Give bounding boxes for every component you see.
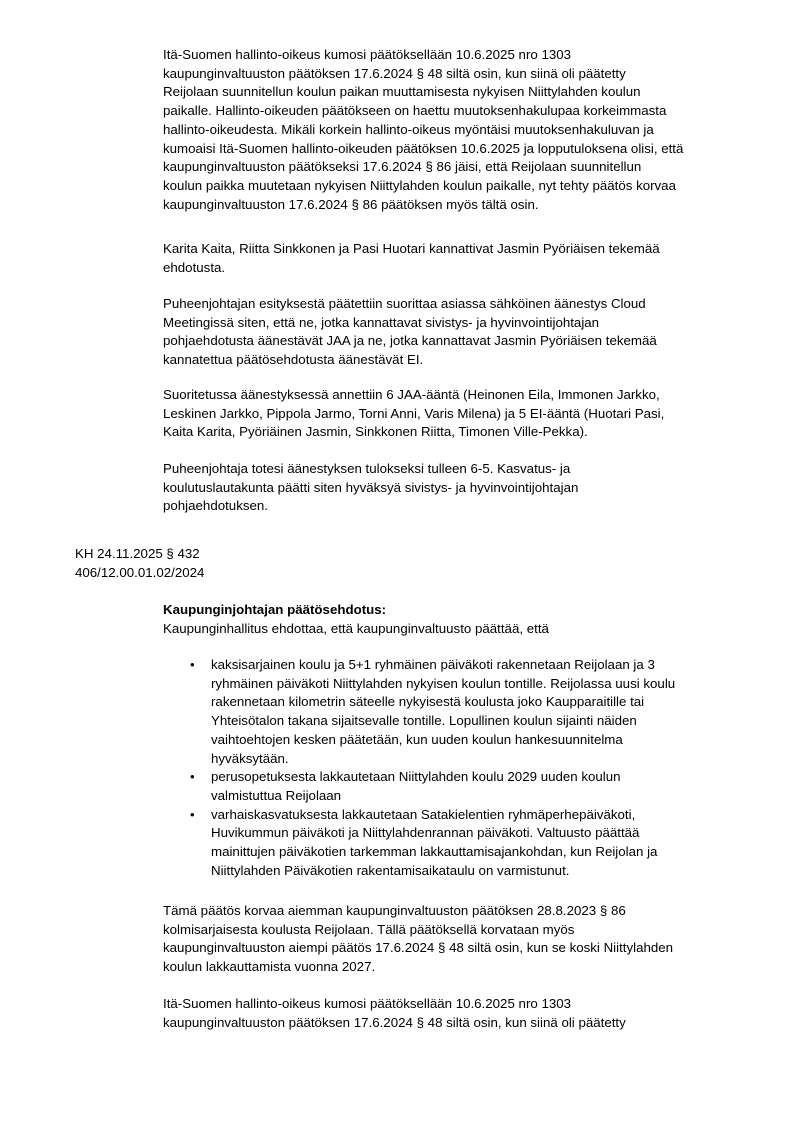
proposal-section [163, 601, 743, 638]
bullet-icon: • [190, 657, 195, 672]
text-line: koulun paikka muutetaan nykyisen Niittylahden koulun paikalle, nyt tehty päätös korvaa [163, 177, 676, 193]
text-line: kaupunginvaltuuston päätöksen 17.6.2024 § 48 siltä osin, kun siinä oli päätetty [163, 65, 626, 81]
proposal-heading: Kaupunginjohtajan päätösehdotus: [163, 602, 387, 617]
text-line: kannatettua päätösehdotusta äänestävät EI. [163, 352, 424, 368]
bullet-icon: • [190, 769, 195, 785]
list-item [163, 768, 743, 805]
text-line: Puheenjohtaja totesi äänestyksen tulokseksi tulleen 6-5. Kasvatus- ja [163, 461, 571, 476]
text-line: vaihtoehtojen kesken päätetään, kun uuden koulun hankesuunnitelma [211, 731, 623, 747]
text-line: Puheenjohtajan esityksestä päätettiin suorittaa asiassa sähköinen äänestys Cloud [163, 296, 646, 311]
case-number: 406/12.00.01.02/2024 [75, 564, 205, 580]
text-line: Itä-Suomen hallinto-oikeus kumosi päätöksellään 10.6.2025 nro 1303 [163, 47, 572, 62]
text-line: koulutuslautakunta päätti siten hyväksyä sivistys- ja hyvinvointijohtajan [163, 479, 579, 495]
meeting-reference [75, 545, 375, 582]
text-line: kaksisarjainen koulu ja 5+1 ryhmäinen päiväkoti rakennetaan Reijolaan ja 3 [211, 657, 655, 672]
text-line: hallinto-oikeudesta. Mikäli korkein hallinto-oikeus myöntäisi muutoksenhakuluvan ja [163, 121, 654, 137]
text-line: pohjaehdotusta äänestävät JAA ja ne, jotka kannattavat Jasmin Pyöriäisen tekemää [163, 333, 657, 349]
text-line: mainittujen päiväkotien tarkemman lakkauttamisajankohdan, kun Reijolan ja [211, 844, 658, 860]
text-line: kolmisarjaisesta koulusta Reijolaan. Tällä päätöksellä korvataan myös [163, 921, 575, 937]
text-line: hyväksytään. [211, 750, 289, 766]
text-line: varhaiskasvatuksesta lakkautetaan Satakielentien ryhmäperhepäiväkoti, [211, 806, 636, 822]
text-line: Kaita Karita, Pyöriäinen Jasmin, Sinkkonen Riitta, Timonen Ville-Pekka). [163, 424, 588, 440]
text-line: ryhmäinen päiväkoti Niittylahden nykyisen koulun tontille. Reijolassa uusi koulu [211, 675, 676, 691]
text-line: Yhteisötalon takana sijaitsevalle tontille. Lopullinen koulun sijainti näiden [211, 713, 637, 729]
bullet-icon: • [190, 806, 195, 822]
text-line: kaupunginvaltuuston päätöksen 17.6.2024 § 48 siltä osin, kun siinä oli päätetty [163, 1014, 626, 1030]
text-line: kaupunginvaltuuston päätökseksi 17.6.2024 § 86 jäisi, että Reijolaan suunnitellun [163, 159, 642, 175]
paragraph-voting-procedure [163, 295, 743, 370]
text-line: Meetingissä siten, että ne, jotka kannattavat sivistys- ja hyvinvointijohtajan [163, 314, 600, 330]
text-line: paikalle. Hallinto-oikeuden päätökseen on haettu muutoksenhakulupaa korkeimmasta [163, 103, 667, 119]
text-line: Suoritetussa äänestyksessä annettiin 6 JAA-ääntä (Heinonen Eila, Immonen Jarkko, [163, 387, 660, 402]
text-line: valmistuttua Reijolaan [211, 787, 342, 803]
proposal-intro: Kaupunginhallitus ehdottaa, että kaupunginvaltuusto päättää, että [163, 620, 549, 636]
text-line: kaupunginvaltuuston aiempi päätös 17.6.2024 § 48 siltä osin, kun se koski Niittylahden [163, 940, 674, 956]
text-line: perusopetuksesta lakkautetaan Niittylahden koulu 2029 uuden koulun [211, 769, 621, 785]
proposal-bullet-list [163, 656, 743, 880]
text-line: kaupunginvaltuuston 17.6.2024 § 86 päätöksen myös tältä osin. [163, 196, 539, 212]
text-line: Tämä päätös korvaa aiemman kaupunginvaltuuston päätöksen 28.8.2023 § 86 [163, 903, 626, 918]
text-line: rakennetaan kilometrin säteelle nykyisestä koulusta joko Kaupparaitille tai [211, 694, 645, 710]
text-line: Karita Kaita, Riitta Sinkkonen ja Pasi Huotari kannattivat Jasmin Pyöriäisen tekemää [163, 241, 660, 256]
text-line: kumoaisi Itä-Suomen hallinto-oikeuden päätöksen 10.6.2025 ja lopputuloksena olisi, että [163, 140, 684, 156]
paragraph-replaces-decision [163, 902, 743, 977]
text-line: Huvikummun päiväkoti ja Niittylahdenrannan päiväkoti. Valtuusto päättää [211, 825, 640, 841]
paragraph-court-ruling [163, 46, 743, 214]
paragraph-court-ruling-repeat [163, 995, 743, 1032]
list-item [163, 656, 743, 768]
meeting-ref: KH 24.11.2025 § 432 [75, 546, 200, 561]
text-line: Reijolaan suunnitellun koulun paikan muuttamisesta nykyisen Niittylahden koulun [163, 84, 641, 100]
paragraph-supporters [163, 240, 743, 277]
text-line: Niittylahden Päiväkotien rakentamisaikataulu on varmistunut. [211, 862, 570, 878]
paragraph-chair-conclusion [163, 460, 743, 516]
text-line: pohjaehdotuksen. [163, 498, 268, 514]
paragraph-voting-result [163, 386, 743, 442]
list-item [163, 806, 743, 881]
text-line: Itä-Suomen hallinto-oikeus kumosi päätöksellään 10.6.2025 nro 1303 [163, 996, 572, 1011]
text-line: koulun lakkauttamista vuonna 2027. [163, 959, 376, 975]
text-line: Leskinen Jarkko, Pippola Jarmo, Torni Anni, Varis Milena) ja 5 EI-ääntä (Huotari Pasi, [163, 405, 665, 421]
text-line: ehdotusta. [163, 259, 226, 275]
